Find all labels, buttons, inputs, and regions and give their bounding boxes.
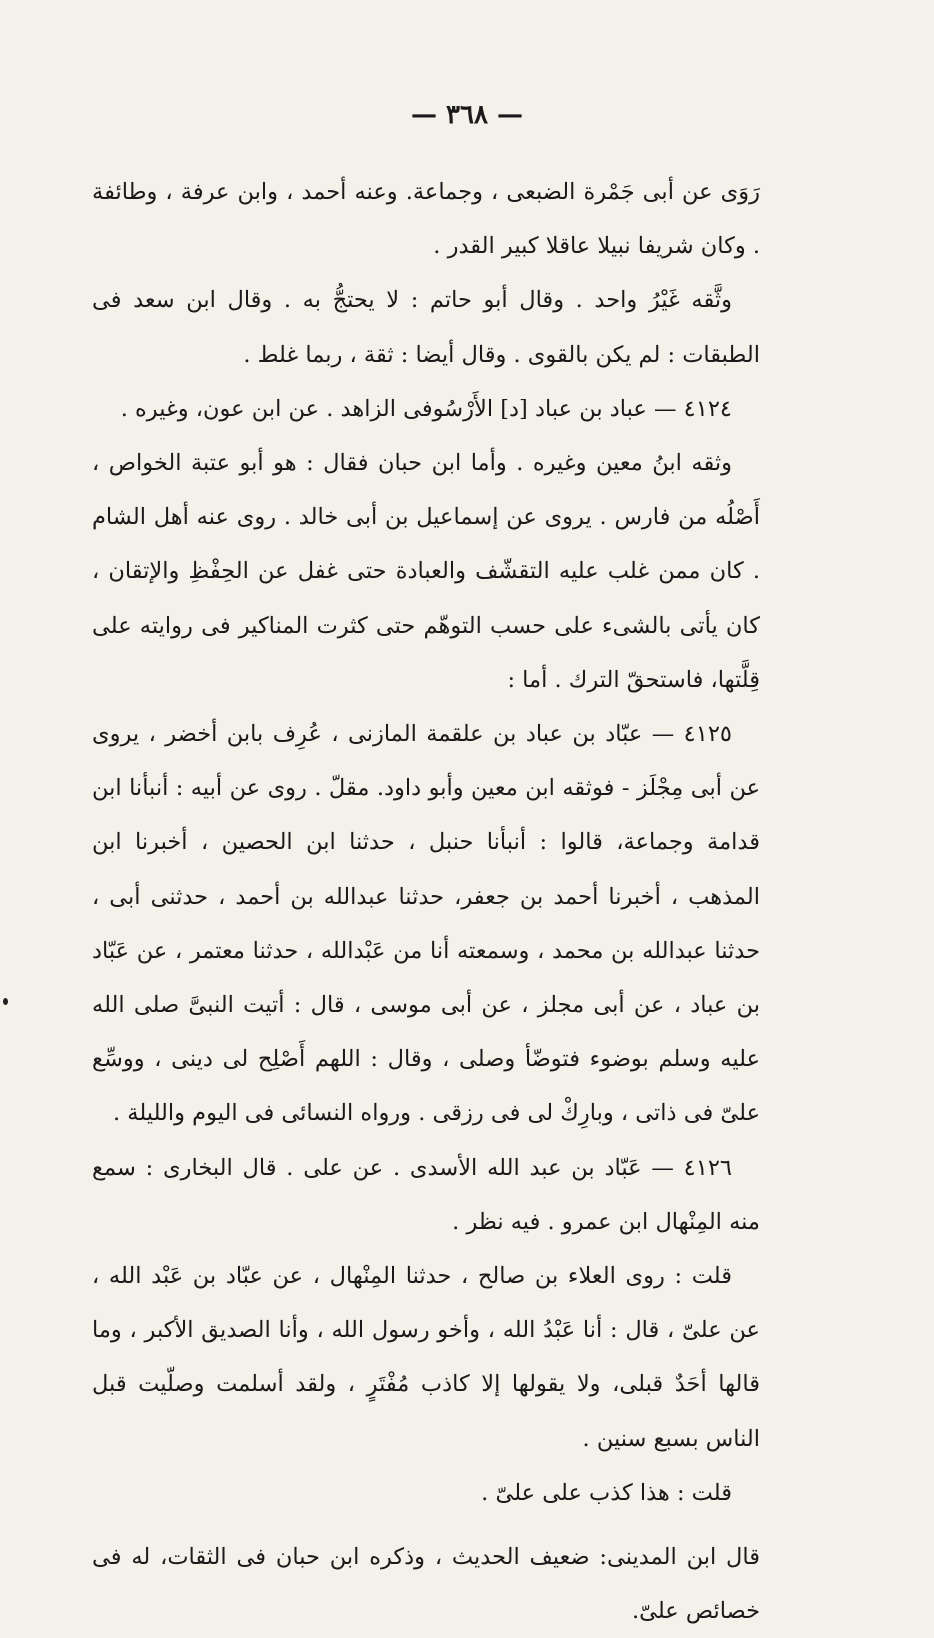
paragraph-ibn-al-madini: قال ابن المدينى: ضعيف الحديث ، وذكره ابن حبان فى الثقات، له فى خصائص علىّ. (92, 1544, 760, 1625)
entry-4126: ٤١٢٦ — عَبّاد بن عبد الله الأسدى . عن على . قال البخارى : سمع منه المِنْهال ابن عمرو . فيه نظر . (92, 1154, 760, 1235)
entry-4125: ٤١٢٥ — عبّاد بن عباد بن علقمة المازنى ، عُرِف بابن أخضر ، يروى عن أبى مِجْلَز - فوثقه ابن معين وأبو داود. مقلّ . روى عن أبيه : أنبأنا ابن قدامة وجماعة، قالوا : أنبأنا حنبل ، حدثنا ابن الحصين ، أخبرنا ابن المذهب ، أخبرنا أحمد بن جعفر، حدثنا عبدالله بن أحمد ، حدثنى أبى ، حدثنا عبدالله بن محمد ، وسمعته أنا من عَبْدالله ، حدثنا معتمر ، عن عَبّاد بن عباد ، عن أبى مجلز ، عن أبى موسى ، قال : أتيت النبىَّ صلى الله عليه وسلم بوضوء فتوضّأ وصلى ، وقال : اللهم أَصْلِح لى دينى ، ووسِّع علىّ فى ذاتى ، وبارِكْ لى فى رزقى . ورواه النسائى فى اليوم والليلة . (92, 721, 760, 1127)
paragraph-qultu-2: قلت : هذا كذب على علىّ . (481, 1479, 732, 1506)
paragraph-4124-details: وثقه ابنُ معين وغيره . وأما ابن حبان فقال : هو أبو عتبة الخواص ، أَصْلُه من فارس . يروى عن إسماعيل بن أبى خالد . روى عنه أهل الشام . كان ممن غلب عليه التقشّف والعبادة حتى غفل عن الحِفْظِ والإتقان ، كان يأتى بالشىء على حسب التوهّم حتى كثرت المناكير فى روايته على قِلَّتها، فاستحقّ الترك . أما : (92, 450, 760, 693)
ink-speck (3, 998, 8, 1005)
page-number: — ٣٦٨ — (410, 100, 524, 130)
paragraph-tawthiq: وثَّقه غَيْرُ واحد . وقال أبو حاتم : لا يحتجُّ به . وقال ابن سعد فى الطبقات : لم يكن بالقوى . وقال أيضا : ثقة ، ربما غلط . (92, 287, 760, 368)
entry-4124: ٤١٢٤ — عباد بن عباد [د] الأَرْسُوفى الزاهد . عن ابن عون، وغيره . (120, 395, 732, 422)
paragraph-abbad-intro-continuation: رَوَى عن أبى جَمْرة الضبعى ، وجماعة. وعنه أحمد ، وابن عرفة ، وطائفة . وكان شريفا نبيلا عاقلا كبير القدر . (92, 179, 760, 260)
page-text (92, 165, 760, 1638)
paragraph-qultu-1: قلت : روى العلاء بن صالح ، حدثنا المِنْهال ، عن عبّاد بن عَبْد الله ، عن علىّ ، قال : أنا عَبْدُ الله ، وأخو رسول الله ، وأنا الصديق الأكبر ، وما قالها أحَدٌ قبلى، ولا يقولها إلا كاذب مُفْتَرٍ ، ولقد أسلمت وصلّيت قبل الناس بسبع سنين . (92, 1263, 760, 1452)
